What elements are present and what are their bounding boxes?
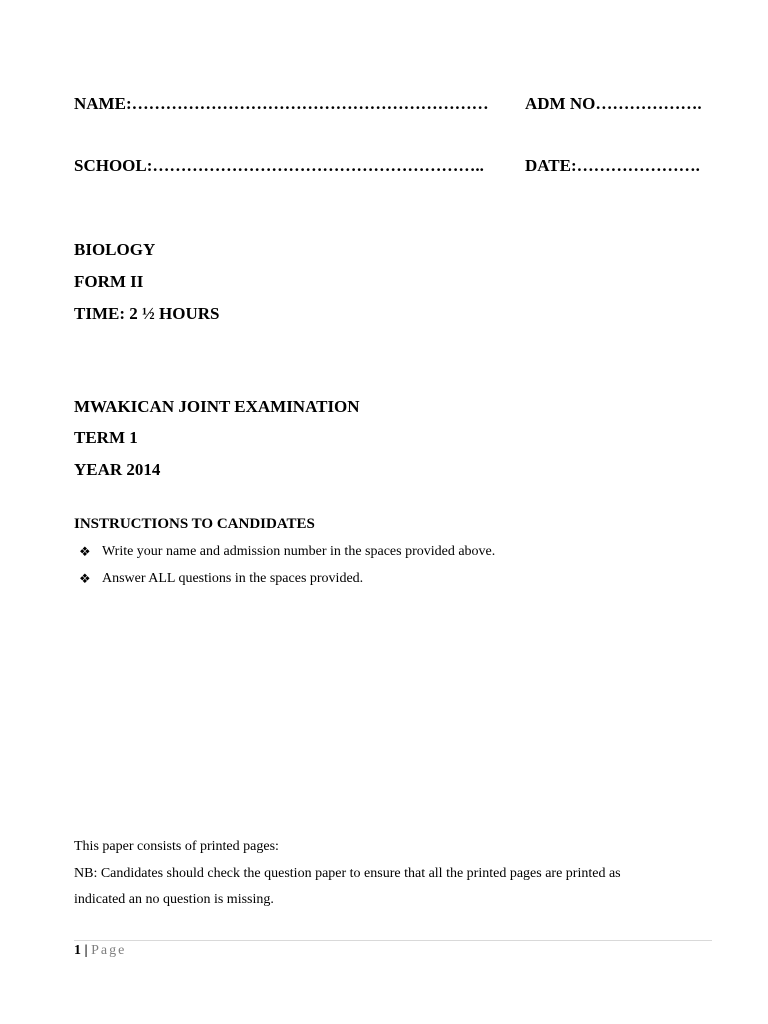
page-number: 1 <box>74 943 81 958</box>
date-field: DATE:…………………. <box>525 156 700 175</box>
page-separator: | <box>84 943 88 958</box>
subject-title: BIOLOGY <box>74 240 156 259</box>
form-label: FORM II <box>74 272 144 291</box>
page-word: Page <box>91 943 127 958</box>
term-label: TERM 1 <box>74 428 138 447</box>
exam-name: MWAKICAN JOINT EXAMINATION <box>74 397 360 416</box>
nb-note-continued: indicated an no question is missing. <box>74 892 274 907</box>
adm-no-field: ADM NO………………. <box>525 94 702 113</box>
footer-divider <box>74 940 712 941</box>
page-footer <box>74 943 126 959</box>
pages-note: This paper consists of printed pages: <box>74 839 279 854</box>
instruction-item: Answer ALL questions in the spaces provided. <box>102 571 364 586</box>
time-label: TIME: 2 ½ HOURS <box>74 304 220 323</box>
school-field: SCHOOL:………………………………………………….. <box>74 156 484 175</box>
nb-note: NB: Candidates should check the question paper to ensure that all the printed pages are printed as <box>74 866 621 881</box>
bullet-icon: ❖ <box>79 571 91 586</box>
year-label: YEAR 2014 <box>74 460 161 479</box>
bullet-icon: ❖ <box>79 544 91 559</box>
name-field: NAME:……………………………………………………… <box>74 94 489 113</box>
instructions-heading: INSTRUCTIONS TO CANDIDATES <box>74 516 315 532</box>
instruction-item: Write your name and admission number in the spaces provided above. <box>102 544 496 559</box>
